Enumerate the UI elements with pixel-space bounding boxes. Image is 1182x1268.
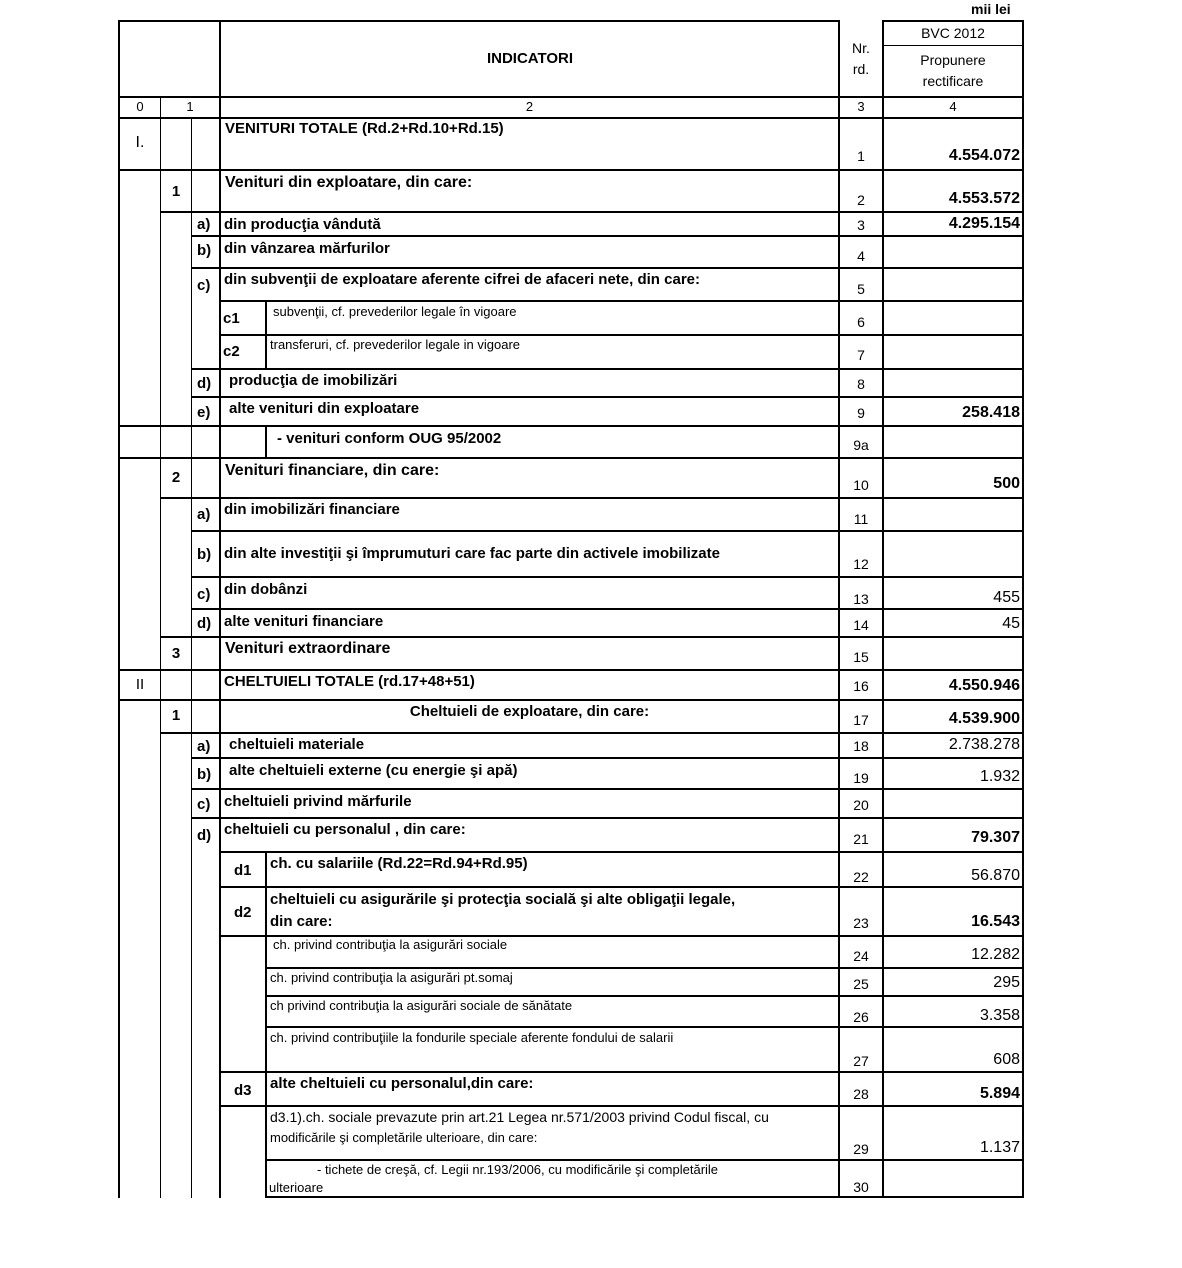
row-number: 30 — [853, 1179, 869, 1195]
indicator-text: cheltuieli cu asigurările şi protecţia socială şi alte obligaţii legale, — [270, 891, 736, 908]
grid-line — [118, 457, 1024, 459]
row-letter-label: a) — [197, 506, 211, 523]
grid-line — [219, 886, 1024, 888]
row-number: 15 — [853, 649, 869, 665]
indicator-text: subvenţii, cf. prevederilor legale în vigoare — [273, 304, 517, 319]
grid-line — [219, 300, 1024, 302]
grid-line — [219, 334, 1024, 336]
grid-line — [265, 1159, 1024, 1161]
value-cell: 1.932 — [979, 768, 1020, 785]
row-number: 11 — [853, 511, 869, 527]
indicator-text: Cheltuieli de exploatare, din care: — [409, 703, 650, 720]
indicator-text: modificările şi completările ulterioare, din care: — [270, 1130, 538, 1145]
row-number: 9 — [857, 405, 865, 421]
value-cell: 5.894 — [979, 1085, 1020, 1102]
grid-line — [118, 96, 1024, 98]
indicator-text: din care: — [270, 913, 333, 930]
indicator-text: ch. cu salariile (Rd.22=Rd.94+Rd.95) — [270, 855, 528, 872]
row-section-label: 1 — [171, 183, 181, 200]
row-sub-label: d3 — [234, 1082, 252, 1099]
row-section-label: II — [135, 676, 145, 693]
indicator-text: CHELTUIELI TOTALE (rd.17+48+51) — [224, 673, 475, 690]
grid-line — [191, 608, 1024, 610]
indicator-text: transferuri, cf. prevederilor legale in vigoare — [270, 337, 521, 352]
indicator-text: cheltuieli cu personalul , din care: — [224, 821, 466, 838]
value-cell: 45 — [1002, 615, 1020, 632]
indicator-text: cheltuieli materiale — [229, 736, 365, 753]
grid-line — [265, 852, 267, 1198]
header-indicatori: INDICATORI — [486, 50, 574, 67]
grid-line — [118, 669, 1024, 671]
indicator-text: ch. privind contribuţia la asigurări sociale — [273, 937, 508, 952]
indicator-text: alte cheltuieli externe (cu energie şi apă) — [229, 762, 518, 779]
grid-line — [191, 788, 1024, 790]
row-sub-label: d1 — [234, 862, 252, 879]
header-nr-rd: Nr. — [852, 40, 870, 56]
grid-line — [160, 497, 1024, 499]
value-cell: 455 — [993, 589, 1020, 606]
row-section-label: 3 — [171, 645, 181, 662]
value-cell: 608 — [993, 1051, 1020, 1068]
indicator-text: ulterioare — [269, 1180, 324, 1195]
grid-line — [219, 1071, 1024, 1073]
indicator-text: alte venituri din exploatare — [229, 400, 420, 417]
row-number: 19 — [853, 770, 869, 786]
value-cell: 1.137 — [979, 1139, 1020, 1156]
grid-line — [265, 967, 1024, 969]
indicator-text: ch. privind contribuţiile la fondurile speciale aferente fondului de salarii — [270, 1030, 674, 1045]
row-letter-label: d) — [197, 615, 212, 632]
indicator-text: ch. privind contribuţia la asigurări pt.somaj — [270, 970, 513, 985]
row-number: 10 — [853, 477, 869, 493]
header-propunere: Propunere — [920, 52, 986, 68]
grid-line — [191, 368, 1024, 370]
row-sub-label: c1 — [223, 310, 240, 327]
grid-line — [219, 1105, 1024, 1107]
row-number: 7 — [857, 347, 865, 363]
row-section-label: 2 — [171, 469, 181, 486]
row-number: 26 — [853, 1009, 869, 1025]
row-number: 22 — [853, 869, 869, 885]
indicator-text: din alte investiţii şi împrumuturi care fac parte din activele imobilizate — [224, 545, 720, 562]
value-cell: 16.543 — [971, 913, 1020, 930]
value-cell: 4.550.946 — [948, 677, 1020, 694]
indicator-text: alte cheltuieli cu personalul,din care: — [270, 1075, 534, 1092]
grid-line — [160, 636, 1024, 638]
column-number: 4 — [949, 99, 957, 114]
row-letter-label: b) — [197, 242, 212, 259]
value-cell: 258.418 — [962, 404, 1020, 421]
grid-line — [265, 1196, 1024, 1198]
header-propunere: rectificare — [922, 73, 984, 89]
row-number: 4 — [857, 248, 865, 264]
grid-line — [191, 267, 1024, 269]
value-cell: 12.282 — [971, 946, 1020, 963]
row-number: 14 — [853, 617, 869, 633]
indicator-text: d3.1).ch. sociale prevazute prin art.21 Legea nr.571/2003 privind Codul fiscal, cu — [270, 1109, 769, 1125]
row-section-label: 1 — [171, 707, 181, 724]
value-cell: 2.738.278 — [948, 736, 1020, 753]
grid-line — [191, 576, 1024, 578]
indicator-text: din producţia vândută — [224, 216, 381, 233]
indicator-text: din vânzarea mărfurilor — [224, 240, 390, 257]
row-number: 17 — [853, 712, 869, 728]
grid-line — [160, 732, 1024, 734]
indicator-text: din dobânzi — [224, 581, 308, 598]
grid-line — [191, 817, 1024, 819]
value-cell: 295 — [993, 974, 1020, 991]
row-letter-label: b) — [197, 546, 212, 563]
row-number: 1 — [857, 148, 865, 164]
value-cell: 4.539.900 — [948, 710, 1020, 727]
row-number: 18 — [853, 738, 869, 754]
row-number: 24 — [853, 948, 869, 964]
grid-line — [191, 118, 192, 1198]
row-letter-label: c) — [197, 277, 211, 294]
indicator-text: Venituri din exploatare, din care: — [225, 174, 473, 191]
row-number: 6 — [857, 314, 865, 330]
row-sub-label: d2 — [234, 904, 252, 921]
row-number: 20 — [853, 797, 869, 813]
column-number: 0 — [136, 99, 144, 114]
grid-line — [884, 45, 1024, 46]
row-number: 29 — [853, 1141, 869, 1157]
value-cell: 4.553.572 — [948, 190, 1020, 207]
header-bvc: BVC 2012 — [921, 25, 985, 41]
column-number: 1 — [186, 99, 194, 114]
value-cell: 56.870 — [971, 867, 1020, 884]
row-letter-label: d) — [197, 375, 212, 392]
grid-line — [118, 20, 840, 22]
indicator-text: - venituri conform OUG 95/2002 — [277, 430, 502, 447]
grid-line — [118, 117, 1024, 119]
row-number: 16 — [853, 678, 869, 694]
row-section-label: I. — [135, 134, 145, 151]
row-number: 8 — [857, 376, 865, 392]
row-sub-label: c2 — [223, 343, 240, 360]
grid-line — [191, 757, 1024, 759]
indicator-text: producţia de imobilizări — [229, 372, 398, 389]
grid-line — [265, 426, 267, 458]
row-number: 25 — [853, 976, 869, 992]
row-number: 13 — [853, 591, 869, 607]
column-number: 3 — [857, 99, 865, 114]
column-number: 2 — [525, 99, 534, 114]
indicator-text: Venituri financiare, din care: — [225, 462, 440, 479]
unit-label: mii lei — [971, 1, 1011, 17]
grid-line — [160, 211, 1024, 213]
row-letter-label: a) — [197, 738, 211, 755]
header-nr-rd: rd. — [852, 61, 870, 77]
row-number: 3 — [857, 217, 865, 233]
grid-line — [118, 699, 1024, 701]
grid-line — [265, 1026, 1024, 1028]
grid-line — [118, 169, 1024, 171]
row-letter-label: c) — [197, 586, 211, 603]
grid-line — [191, 235, 1024, 237]
row-number: 28 — [853, 1086, 869, 1102]
row-letter-label: c) — [197, 796, 211, 813]
indicator-text: - tichete de creşă, cf. Legii nr.193/2006, cu modificările şi completările — [317, 1162, 719, 1177]
value-cell: 500 — [993, 475, 1020, 492]
row-number: 5 — [857, 281, 865, 297]
indicator-text: VENITURI TOTALE (Rd.2+Rd.10+Rd.15) — [225, 120, 504, 137]
row-letter-label: b) — [197, 766, 212, 783]
value-cell: 4.295.154 — [948, 215, 1020, 232]
indicator-text: cheltuieli privind mărfurile — [224, 793, 412, 810]
value-cell: 79.307 — [971, 829, 1020, 846]
row-number: 2 — [857, 192, 865, 208]
grid-line — [118, 20, 120, 1198]
row-number: 27 — [853, 1053, 869, 1069]
grid-line — [884, 20, 1024, 22]
grid-line — [191, 530, 1024, 532]
grid-line — [191, 396, 1024, 398]
value-cell: 3.358 — [979, 1007, 1020, 1024]
indicator-text: alte venituri financiare — [224, 613, 384, 630]
grid-line — [118, 425, 1024, 427]
indicator-text: ch privind contribuţia la asigurări sociale de sănătate — [270, 998, 573, 1013]
row-letter-label: a) — [197, 216, 211, 233]
row-number: 23 — [853, 915, 869, 931]
value-cell: 4.554.072 — [948, 147, 1020, 164]
grid-line — [219, 851, 1024, 853]
row-letter-label: e) — [197, 404, 211, 421]
indicator-text: din subvenţii de exploatare aferente cifrei de afaceri nete, din care: — [224, 271, 701, 288]
grid-line — [265, 995, 1024, 997]
row-letter-label: d) — [197, 827, 212, 844]
indicator-text: Venituri extraordinare — [225, 640, 391, 657]
indicator-text: din imobilizări financiare — [224, 501, 400, 518]
row-number: 12 — [853, 556, 869, 572]
row-number: 9a — [853, 437, 869, 453]
row-number: 21 — [853, 831, 869, 847]
